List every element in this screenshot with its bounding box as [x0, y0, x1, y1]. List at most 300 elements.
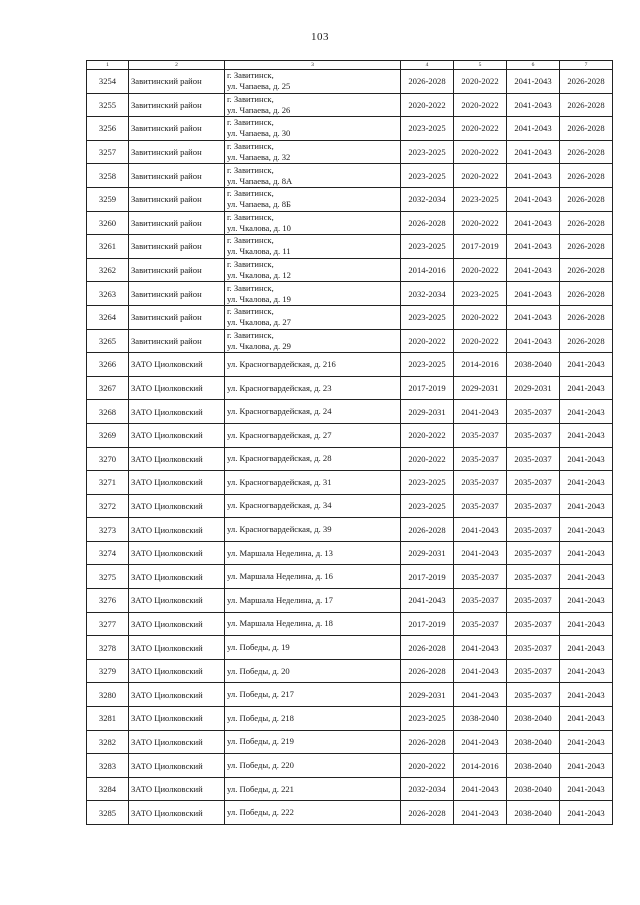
period-col-4-cell: 2023-2025 [401, 305, 454, 329]
row-number-cell: 3268 [87, 400, 129, 424]
district-cell: ЗАТО Циолковский [129, 683, 225, 707]
period-col-5-cell: 2035-2037 [454, 494, 507, 518]
row-number-cell: 3274 [87, 541, 129, 565]
district-cell: Завитинский район [129, 93, 225, 117]
period-col-6-cell: 2035-2037 [507, 471, 560, 495]
table-row [87, 164, 613, 188]
address-line-1: ул. Красногвардейская, д. 34 [227, 500, 332, 511]
period-col-7-cell: 2026-2028 [560, 235, 613, 259]
address-cell [225, 211, 401, 235]
table-row [87, 282, 613, 306]
row-number-cell: 3275 [87, 565, 129, 589]
table-row [87, 541, 613, 565]
address-line-1: ул. Маршала Неделина, д. 16 [227, 571, 333, 582]
row-number-cell: 3267 [87, 376, 129, 400]
table-row [87, 353, 613, 377]
address-line-1: г. Завитинск, [227, 259, 274, 270]
table-row [87, 777, 613, 801]
period-col-4-cell: 2026-2028 [401, 659, 454, 683]
period-col-6-cell: 2035-2037 [507, 683, 560, 707]
column-number-4: 4 [401, 61, 454, 70]
row-number-cell: 3285 [87, 801, 129, 825]
address-line-2: ул. Чкалова, д. 11 [227, 246, 291, 257]
period-col-7-cell: 2041-2043 [560, 777, 613, 801]
period-col-4-cell: 2023-2025 [401, 164, 454, 188]
period-col-5-cell: 2014-2016 [454, 353, 507, 377]
period-col-6-cell: 2041-2043 [507, 211, 560, 235]
period-col-7-cell: 2026-2028 [560, 70, 613, 94]
district-cell: ЗАТО Циолковский [129, 612, 225, 636]
row-number-cell: 3256 [87, 117, 129, 141]
address-line-1: ул. Красногвардейская, д. 24 [227, 406, 332, 417]
period-col-7-cell: 2026-2028 [560, 258, 613, 282]
address-line-1: г. Завитинск, [227, 70, 274, 81]
period-col-5-cell: 2029-2031 [454, 376, 507, 400]
table-row [87, 376, 613, 400]
table-row [87, 518, 613, 542]
address-cell [225, 164, 401, 188]
period-col-5-cell: 2020-2022 [454, 140, 507, 164]
address-line-1: г. Завитинск, [227, 164, 274, 175]
address-cell [225, 801, 401, 825]
address-line-1: ул. Красногвардейская, д. 27 [227, 429, 332, 440]
period-col-6-cell: 2029-2031 [507, 376, 560, 400]
district-cell: ЗАТО Циолковский [129, 707, 225, 731]
address-line-2: ул. Чкалова, д. 29 [227, 340, 291, 351]
address-line-2: ул. Чкалова, д. 10 [227, 222, 291, 233]
address-line-1: ул. Маршала Неделина, д. 18 [227, 618, 333, 629]
column-number-1: 1 [87, 61, 129, 70]
period-col-6-cell: 2035-2037 [507, 565, 560, 589]
period-col-7-cell: 2041-2043 [560, 636, 613, 660]
row-number-cell: 3270 [87, 447, 129, 471]
period-col-6-cell: 2041-2043 [507, 235, 560, 259]
table-row [87, 329, 613, 353]
district-cell: Завитинский район [129, 329, 225, 353]
period-col-6-cell: 2038-2040 [507, 777, 560, 801]
period-col-4-cell: 2026-2028 [401, 730, 454, 754]
address-cell [225, 93, 401, 117]
district-cell: ЗАТО Циолковский [129, 518, 225, 542]
period-col-5-cell: 2041-2043 [454, 801, 507, 825]
district-cell: ЗАТО Циолковский [129, 423, 225, 447]
period-col-7-cell: 2026-2028 [560, 211, 613, 235]
district-cell: ЗАТО Циолковский [129, 353, 225, 377]
address-cell [225, 117, 401, 141]
address-cell [225, 258, 401, 282]
address-line-2: ул. Чкалова, д. 12 [227, 270, 291, 281]
period-col-7-cell: 2041-2043 [560, 518, 613, 542]
address-cell [225, 683, 401, 707]
period-col-7-cell: 2026-2028 [560, 164, 613, 188]
address-line-1: г. Завитинск, [227, 329, 274, 340]
address-cell [225, 70, 401, 94]
district-cell: ЗАТО Циолковский [129, 494, 225, 518]
district-cell: ЗАТО Циолковский [129, 400, 225, 424]
address-cell [225, 187, 401, 211]
district-cell: ЗАТО Циолковский [129, 801, 225, 825]
period-col-7-cell: 2041-2043 [560, 494, 613, 518]
row-number-cell: 3277 [87, 612, 129, 636]
table-row [87, 235, 613, 259]
address-cell [225, 423, 401, 447]
period-col-6-cell: 2038-2040 [507, 353, 560, 377]
district-cell: Завитинский район [129, 211, 225, 235]
period-col-4-cell: 2017-2019 [401, 376, 454, 400]
column-number-header-row [87, 61, 613, 70]
address-line-2: ул. Чкалова, д. 19 [227, 293, 291, 304]
row-number-cell: 3259 [87, 187, 129, 211]
period-col-4-cell: 2023-2025 [401, 494, 454, 518]
period-col-4-cell: 2026-2028 [401, 70, 454, 94]
address-line-1: ул. Победы, д. 218 [227, 712, 294, 723]
period-col-6-cell: 2035-2037 [507, 589, 560, 613]
row-number-cell: 3282 [87, 730, 129, 754]
district-cell: Завитинский район [129, 282, 225, 306]
column-number-3: 3 [225, 61, 401, 70]
period-col-5-cell: 2041-2043 [454, 518, 507, 542]
period-col-5-cell: 2020-2022 [454, 117, 507, 141]
district-cell: ЗАТО Циолковский [129, 589, 225, 613]
table-row [87, 117, 613, 141]
address-cell [225, 140, 401, 164]
address-line-2: ул. Чапаева, д. 25 [227, 81, 291, 92]
period-col-7-cell: 2041-2043 [560, 565, 613, 589]
period-col-5-cell: 2041-2043 [454, 659, 507, 683]
period-col-4-cell: 2026-2028 [401, 211, 454, 235]
period-col-4-cell: 2032-2034 [401, 282, 454, 306]
page-number: 103 [311, 31, 329, 43]
period-col-7-cell: 2041-2043 [560, 423, 613, 447]
period-col-6-cell: 2035-2037 [507, 494, 560, 518]
row-number-cell: 3261 [87, 235, 129, 259]
row-number-cell: 3276 [87, 589, 129, 613]
period-col-6-cell: 2041-2043 [507, 305, 560, 329]
period-col-7-cell: 2026-2028 [560, 282, 613, 306]
period-col-4-cell: 2032-2034 [401, 777, 454, 801]
period-col-6-cell: 2035-2037 [507, 541, 560, 565]
address-line-2: ул. Чапаева, д. 8Б [227, 199, 291, 210]
period-col-7-cell: 2041-2043 [560, 707, 613, 731]
period-col-6-cell: 2041-2043 [507, 258, 560, 282]
address-line-1: г. Завитинск, [227, 93, 274, 104]
row-number-cell: 3264 [87, 305, 129, 329]
address-line-1: ул. Маршала Неделина, д. 17 [227, 594, 333, 605]
period-col-6-cell: 2035-2037 [507, 423, 560, 447]
row-number-cell: 3272 [87, 494, 129, 518]
period-col-4-cell: 2023-2025 [401, 140, 454, 164]
period-col-4-cell: 2032-2034 [401, 187, 454, 211]
period-col-7-cell: 2041-2043 [560, 683, 613, 707]
period-col-7-cell: 2041-2043 [560, 730, 613, 754]
period-col-6-cell: 2035-2037 [507, 636, 560, 660]
period-col-7-cell: 2041-2043 [560, 612, 613, 636]
table-row [87, 400, 613, 424]
period-col-5-cell: 2041-2043 [454, 777, 507, 801]
address-line-1: ул. Победы, д. 222 [227, 807, 294, 818]
address-line-1: ул. Красногвардейская, д. 28 [227, 453, 332, 464]
period-col-5-cell: 2035-2037 [454, 612, 507, 636]
period-col-6-cell: 2041-2043 [507, 117, 560, 141]
period-col-4-cell: 2023-2025 [401, 353, 454, 377]
period-col-4-cell: 2020-2022 [401, 754, 454, 778]
period-col-7-cell: 2026-2028 [560, 187, 613, 211]
table-row [87, 305, 613, 329]
period-col-4-cell: 2029-2031 [401, 400, 454, 424]
address-cell [225, 565, 401, 589]
row-number-cell: 3262 [87, 258, 129, 282]
row-number-cell: 3281 [87, 707, 129, 731]
period-col-7-cell: 2026-2028 [560, 305, 613, 329]
period-col-4-cell: 2020-2022 [401, 329, 454, 353]
address-cell [225, 235, 401, 259]
address-cell [225, 376, 401, 400]
period-col-5-cell: 2020-2022 [454, 305, 507, 329]
address-line-1: ул. Красногвардейская, д. 31 [227, 476, 332, 487]
district-cell: Завитинский район [129, 164, 225, 188]
address-cell [225, 754, 401, 778]
period-col-6-cell: 2041-2043 [507, 70, 560, 94]
table-row [87, 140, 613, 164]
address-cell [225, 636, 401, 660]
district-cell: ЗАТО Циолковский [129, 730, 225, 754]
district-cell: ЗАТО Циолковский [129, 777, 225, 801]
address-line-2: ул. Чапаева, д. 8А [227, 175, 293, 186]
table-row [87, 187, 613, 211]
period-col-5-cell: 2023-2025 [454, 187, 507, 211]
address-cell [225, 777, 401, 801]
address-cell [225, 305, 401, 329]
period-col-6-cell: 2038-2040 [507, 730, 560, 754]
address-line-2: ул. Чапаева, д. 30 [227, 128, 291, 139]
district-cell: ЗАТО Циолковский [129, 471, 225, 495]
address-line-1: ул. Победы, д. 219 [227, 736, 294, 747]
table-row [87, 258, 613, 282]
table-row [87, 447, 613, 471]
period-col-5-cell: 2041-2043 [454, 730, 507, 754]
period-col-7-cell: 2041-2043 [560, 754, 613, 778]
period-col-4-cell: 2020-2022 [401, 93, 454, 117]
period-col-6-cell: 2035-2037 [507, 400, 560, 424]
district-cell: Завитинский район [129, 70, 225, 94]
period-col-7-cell: 2026-2028 [560, 93, 613, 117]
housing-register-table [86, 60, 613, 825]
period-col-5-cell: 2038-2040 [454, 707, 507, 731]
address-line-1: ул. Красногвардейская, д. 216 [227, 358, 336, 369]
table-row [87, 730, 613, 754]
period-col-4-cell: 2014-2016 [401, 258, 454, 282]
address-cell [225, 471, 401, 495]
period-col-4-cell: 2026-2028 [401, 518, 454, 542]
table-row [87, 683, 613, 707]
district-cell: Завитинский район [129, 235, 225, 259]
address-cell [225, 329, 401, 353]
period-col-6-cell: 2041-2043 [507, 329, 560, 353]
period-col-6-cell: 2038-2040 [507, 707, 560, 731]
row-number-cell: 3260 [87, 211, 129, 235]
column-number-7: 7 [560, 61, 613, 70]
row-number-cell: 3266 [87, 353, 129, 377]
table-row [87, 707, 613, 731]
district-cell: ЗАТО Циолковский [129, 447, 225, 471]
period-col-5-cell: 2020-2022 [454, 70, 507, 94]
address-line-1: г. Завитинск, [227, 235, 274, 246]
period-col-4-cell: 2023-2025 [401, 117, 454, 141]
period-col-6-cell: 2038-2040 [507, 801, 560, 825]
period-col-7-cell: 2041-2043 [560, 659, 613, 683]
period-col-5-cell: 2041-2043 [454, 683, 507, 707]
period-col-7-cell: 2041-2043 [560, 376, 613, 400]
address-line-1: ул. Победы, д. 221 [227, 783, 294, 794]
address-line-1: ул. Красногвардейская, д. 39 [227, 524, 332, 535]
period-col-4-cell: 2017-2019 [401, 612, 454, 636]
row-number-cell: 3263 [87, 282, 129, 306]
period-col-5-cell: 2020-2022 [454, 258, 507, 282]
period-col-5-cell: 2020-2022 [454, 211, 507, 235]
period-col-7-cell: 2026-2028 [560, 117, 613, 141]
table-row [87, 70, 613, 94]
period-col-7-cell: 2041-2043 [560, 471, 613, 495]
address-line-2: ул. Чапаева, д. 26 [227, 104, 291, 115]
row-number-cell: 3257 [87, 140, 129, 164]
period-col-5-cell: 2041-2043 [454, 541, 507, 565]
address-cell [225, 589, 401, 613]
period-col-4-cell: 2023-2025 [401, 707, 454, 731]
table-row [87, 423, 613, 447]
period-col-6-cell: 2041-2043 [507, 187, 560, 211]
period-col-7-cell: 2041-2043 [560, 353, 613, 377]
period-col-5-cell: 2035-2037 [454, 423, 507, 447]
period-col-5-cell: 2020-2022 [454, 164, 507, 188]
row-number-cell: 3269 [87, 423, 129, 447]
period-col-5-cell: 2041-2043 [454, 400, 507, 424]
period-col-6-cell: 2041-2043 [507, 93, 560, 117]
row-number-cell: 3255 [87, 93, 129, 117]
period-col-7-cell: 2041-2043 [560, 589, 613, 613]
period-col-4-cell: 2017-2019 [401, 565, 454, 589]
address-line-1: г. Завитинск, [227, 141, 274, 152]
period-col-7-cell: 2041-2043 [560, 541, 613, 565]
row-number-cell: 3280 [87, 683, 129, 707]
row-number-cell: 3284 [87, 777, 129, 801]
table-row [87, 471, 613, 495]
district-cell: ЗАТО Циолковский [129, 565, 225, 589]
period-col-7-cell: 2041-2043 [560, 801, 613, 825]
period-col-6-cell: 2041-2043 [507, 140, 560, 164]
table-row [87, 636, 613, 660]
period-col-6-cell: 2038-2040 [507, 754, 560, 778]
row-number-cell: 3283 [87, 754, 129, 778]
table-row [87, 494, 613, 518]
period-col-7-cell: 2041-2043 [560, 447, 613, 471]
address-cell [225, 659, 401, 683]
period-col-7-cell: 2026-2028 [560, 140, 613, 164]
district-cell: ЗАТО Циолковский [129, 376, 225, 400]
address-cell [225, 518, 401, 542]
period-col-5-cell: 2035-2037 [454, 565, 507, 589]
address-line-2: ул. Чапаева, д. 32 [227, 152, 291, 163]
address-line-1: ул. Победы, д. 19 [227, 642, 290, 653]
period-col-6-cell: 2035-2037 [507, 659, 560, 683]
period-col-5-cell: 2023-2025 [454, 282, 507, 306]
address-cell [225, 707, 401, 731]
period-col-4-cell: 2020-2022 [401, 447, 454, 471]
table-row [87, 801, 613, 825]
row-number-cell: 3271 [87, 471, 129, 495]
period-col-4-cell: 2026-2028 [401, 801, 454, 825]
address-line-1: ул. Красногвардейская, д. 23 [227, 382, 332, 393]
period-col-4-cell: 2029-2031 [401, 541, 454, 565]
address-cell [225, 730, 401, 754]
column-number-5: 5 [454, 61, 507, 70]
district-cell: Завитинский район [129, 117, 225, 141]
table-row [87, 589, 613, 613]
address-line-2: ул. Чкалова, д. 27 [227, 317, 291, 328]
address-cell [225, 400, 401, 424]
address-cell [225, 447, 401, 471]
period-col-4-cell: 2026-2028 [401, 636, 454, 660]
address-cell [225, 612, 401, 636]
row-number-cell: 3254 [87, 70, 129, 94]
period-col-5-cell: 2035-2037 [454, 471, 507, 495]
period-col-4-cell: 2023-2025 [401, 235, 454, 259]
period-col-5-cell: 2020-2022 [454, 329, 507, 353]
table-row [87, 659, 613, 683]
address-line-1: ул. Победы, д. 20 [227, 665, 290, 676]
period-col-5-cell: 2035-2037 [454, 589, 507, 613]
period-col-4-cell: 2041-2043 [401, 589, 454, 613]
district-cell: Завитинский район [129, 258, 225, 282]
period-col-6-cell: 2041-2043 [507, 164, 560, 188]
row-number-cell: 3278 [87, 636, 129, 660]
address-cell [225, 282, 401, 306]
period-col-6-cell: 2041-2043 [507, 282, 560, 306]
table-row [87, 754, 613, 778]
period-col-4-cell: 2029-2031 [401, 683, 454, 707]
address-line-1: г. Завитинск, [227, 282, 274, 293]
row-number-cell: 3279 [87, 659, 129, 683]
district-cell: ЗАТО Циолковский [129, 754, 225, 778]
address-line-1: ул. Маршала Неделина, д. 13 [227, 547, 333, 558]
table-row [87, 565, 613, 589]
address-cell [225, 541, 401, 565]
table-row [87, 211, 613, 235]
address-line-1: г. Завитинск, [227, 306, 274, 317]
address-cell [225, 494, 401, 518]
period-col-6-cell: 2035-2037 [507, 447, 560, 471]
row-number-cell: 3258 [87, 164, 129, 188]
district-cell: ЗАТО Циолковский [129, 659, 225, 683]
column-number-2: 2 [129, 61, 225, 70]
column-number-6: 6 [507, 61, 560, 70]
address-line-1: ул. Победы, д. 217 [227, 689, 294, 700]
period-col-4-cell: 2020-2022 [401, 423, 454, 447]
address-line-1: г. Завитинск, [227, 117, 274, 128]
period-col-5-cell: 2035-2037 [454, 447, 507, 471]
period-col-7-cell: 2041-2043 [560, 400, 613, 424]
period-col-5-cell: 2041-2043 [454, 636, 507, 660]
address-line-1: г. Завитинск, [227, 211, 274, 222]
address-line-1: г. Завитинск, [227, 188, 274, 199]
district-cell: ЗАТО Циолковский [129, 541, 225, 565]
district-cell: Завитинский район [129, 305, 225, 329]
register-rows [87, 70, 613, 825]
period-col-6-cell: 2035-2037 [507, 518, 560, 542]
district-cell: Завитинский район [129, 140, 225, 164]
row-number-cell: 3273 [87, 518, 129, 542]
period-col-4-cell: 2023-2025 [401, 471, 454, 495]
period-col-7-cell: 2026-2028 [560, 329, 613, 353]
